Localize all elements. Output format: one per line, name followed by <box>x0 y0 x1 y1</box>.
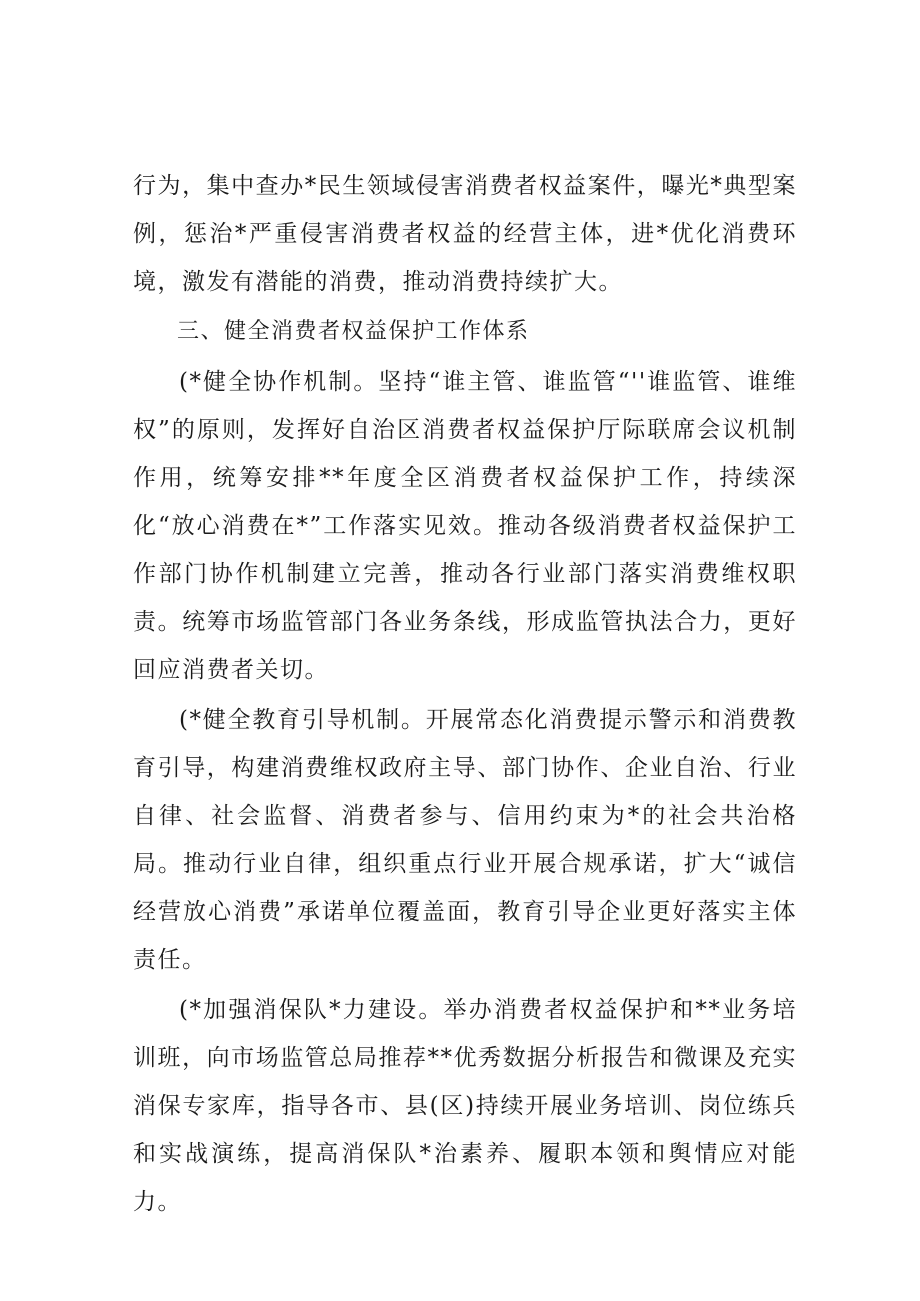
continuation-paragraph: 行为，集中查办*民生领域侵害消费者权益案件，曝光*典型案例，惩治*严重侵害消费者权益的经营主体，进*优化消费环境，激发有潜能的消费，推动消费持续扩大。 <box>133 173 797 295</box>
document-body <box>133 162 797 1228</box>
paragraph-coordination-mechanism: (*健全协作机制。坚持“谁主管、谁监管“''谁监管、谁维权”的原则，发挥好自治区消费者权益保护厅际联席会议机制作用，统筹安排**年度全区消费者权益保护工作，持续深化“放心消费在*”工作落实见效。推动各级消费者权益保护工作部门协作机制建立完善，推动各行业部门落实消费维权职责。统筹市场监管部门各业务条线，形成监管执法合力，更好回应消费者关切。 <box>133 369 797 683</box>
paragraph-education-guidance: (*健全教育引导机制。开展常态化消费提示警示和消费教育引导，构建消费维权政府主导、部门协作、企业自治、行业自律、社会监督、消费者参与、信用约束为*的社会共治格局。推动行业自律，组织重点行业开展合规承诺，扩大“诚信经营放心消费”承诺单位覆盖面，教育引导企业更好落实主体责任。 <box>133 707 797 973</box>
paragraph-team-building: (*加强消保队*力建设。举办消费者权益保护和**业务培训班，向市场监管总局推荐**优秀数据分析报告和微课及充实消保专家库，指导各市、县(区)持续开展业务培训、岗位练兵和实战演练，提高消保队*治素养、履职本领和舆情应对能力。 <box>133 997 797 1215</box>
section-heading: 三、健全消费者权益保护工作体系 <box>177 319 530 344</box>
